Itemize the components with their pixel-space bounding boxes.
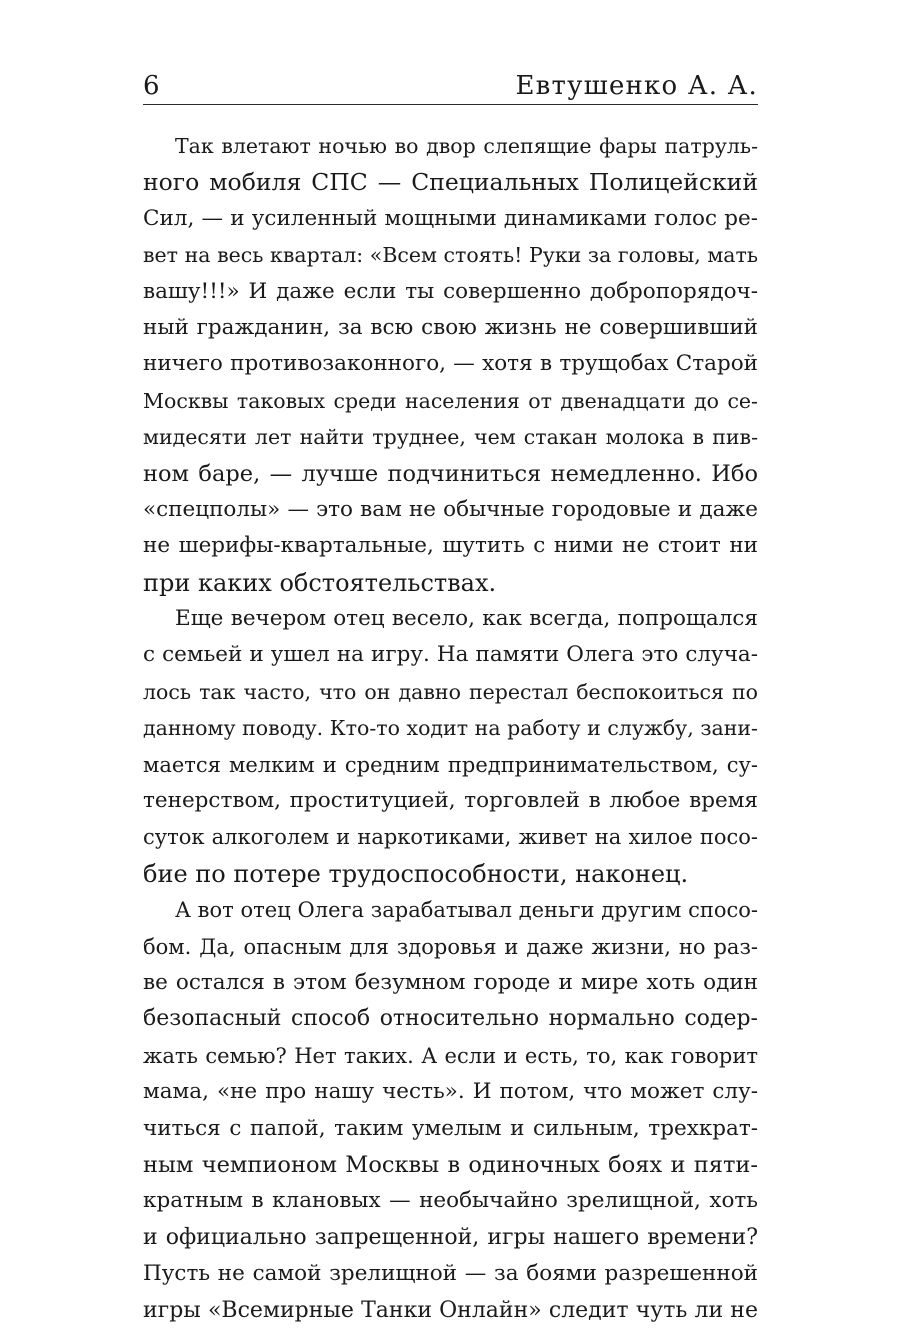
text-line: вет на весь квартал: «Всем стоять! Руки за головы, мать [143, 243, 758, 268]
text-line: не шерифы-квартальные, шутить с ними не стоит ни [143, 533, 758, 559]
text-line: бие по потере трудоспособности, наконец. [143, 859, 689, 888]
paragraph [143, 892, 758, 1329]
text-line: мама, «не про нашу честь». И потом, что может слу- [143, 1079, 758, 1105]
text-line: при каких обстоятельствах. [143, 568, 497, 597]
text-line: безопасный способ относительно нормально содер- [143, 1006, 758, 1032]
page-number: 6 [143, 71, 161, 101]
text-line: Сил, — и усиленный мощными динамиками голос ре- [143, 205, 758, 231]
text-line: жать семью? Нет таких. А если и есть, то, как говорит [143, 1043, 758, 1068]
text-line: Москвы таковых среди населения от двенадцати до се- [143, 388, 758, 413]
running-head-author: Евтушенко А. А. [515, 71, 758, 101]
text-line: Так влетают ночью во двор слепящие фары патруль- [175, 134, 758, 158]
text-line: ным чемпионом Москвы в одиночных боях и пяти- [143, 1151, 758, 1178]
text-line: с семьей и ушел на игру. На памяти Олега это случа- [143, 642, 758, 668]
text-line: «спецполы» — это вам не обычные городовые и даже [143, 496, 758, 522]
text-line: данному поводу. Кто-то ходит на работу и службу, зани- [143, 716, 758, 741]
paragraph [143, 601, 758, 892]
text-line: мается мелким и средним предпринимательством, су- [143, 752, 758, 777]
text-line: Пусть не самой зрелищной — за боями разрешенной [143, 1261, 758, 1287]
text-line: тенерством, проституцией, торговлей в любое время [143, 788, 758, 814]
text-line: Еще вечером отец весело, как всегда, попрощался [175, 606, 758, 632]
text-line: ве остался в этом безумном городе и мире хоть один [143, 969, 758, 995]
text-line: А вот отец Олега зарабатывал деньги другим спосо- [175, 898, 758, 923]
paragraph [143, 128, 758, 601]
text-line: ном баре, — лучше подчиниться немедленно. Ибо [143, 460, 758, 487]
text-line: и официально запрещенной, игры нашего времени? [143, 1224, 758, 1250]
text-line: ный гражданин, за всю свою жизнь не совершивший [143, 314, 758, 340]
text-line: читься с папой, таким умелым и сильным, трехкрат- [143, 1115, 758, 1141]
page-header [143, 70, 758, 105]
text-line: лось так часто, что он давно перестал беспокоиться по [143, 679, 758, 704]
text-line: ного мобиля СПС — Специальных Полицейский [143, 168, 758, 197]
text-line: мидесяти лет найти труднее, чем стакан молока в пив- [143, 425, 758, 450]
text-line: кратным в клановых — необычайно зрелищной, хоть [143, 1188, 758, 1214]
body-text [143, 128, 758, 1329]
text-line: суток алкоголем и наркотиками, живет на хилое посо- [143, 825, 758, 850]
text-line: ничего противозаконного, — хотя в трущобах Старой [143, 351, 758, 377]
text-line: бом. Да, опасным для здоровья и даже жизни, но раз- [143, 934, 758, 959]
text-line: вашу!!!» И даже если ты совершенно добропорядоч- [143, 278, 758, 304]
text-line: игры «Всемирные Танки Онлайн» следит чуть ли не [143, 1297, 758, 1323]
